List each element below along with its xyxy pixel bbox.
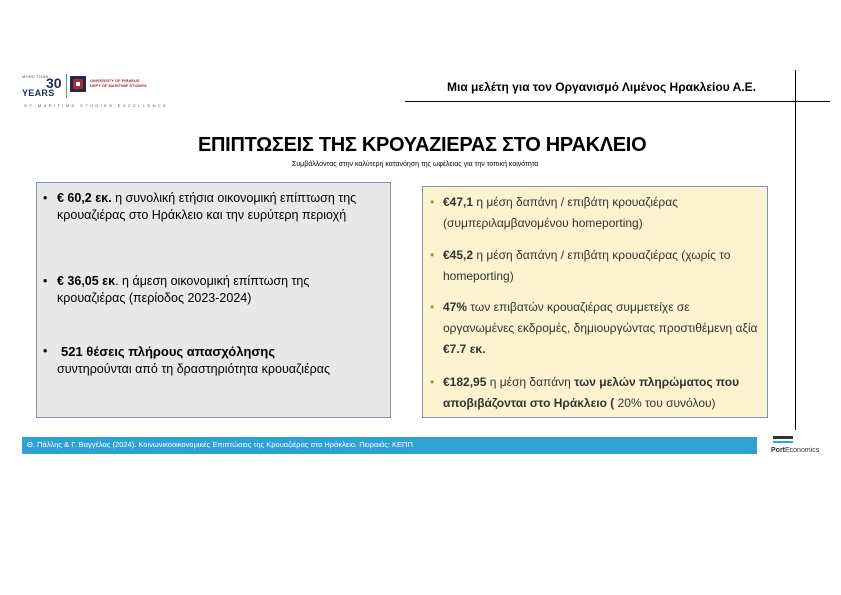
list-item	[430, 192, 761, 234]
study-title: Μια μελέτη για τον Οργανισμό Λιμένος Ηρακλείου Α.Ε.	[447, 80, 756, 94]
figure-value: €45,2	[443, 248, 474, 262]
figure-value: €47,1	[443, 195, 474, 209]
figure-value-2: €7.7 εκ.	[443, 342, 486, 356]
key-figures-box	[36, 182, 391, 418]
logo-more-than: MORE THAN	[22, 74, 49, 79]
page-subtitle: Συμβάλλοντας στην καλύτερη κατανόηση της ωφέλειας για την τοπική κοινότητα	[292, 161, 539, 168]
bullet: •	[430, 248, 435, 262]
university-emblem-icon	[69, 75, 87, 93]
figure-text: συντηρούνται από τη δραστηριότητα κρουαζιέρας	[57, 362, 330, 376]
figure-value: €182,95	[443, 375, 487, 389]
bullet: •	[43, 274, 48, 288]
bullet: •	[430, 300, 435, 314]
figure-text-2: 20% του συνόλου)	[614, 396, 716, 410]
figure-text: η μέση δαπάνη / επιβάτη κρουαζιέρας (χωρίς το homeporting)	[443, 248, 731, 283]
figure-text: η συνολική ετήσια οικονομική επίπτωση της κρουαζιέρας στο Ηράκλειο και την ευρύτερη περιοχή	[57, 191, 357, 222]
logo-university-line2: DEPT OF MARITIME STUDIES	[90, 83, 147, 88]
figure-text: η μέση δαπάνη / επιβάτη κρουαζιέρας (συμπεριλαμβανομένου homeporting)	[443, 195, 678, 230]
logo-years: YEARS	[22, 88, 55, 98]
bullet: •	[430, 195, 435, 209]
spending-box	[422, 186, 768, 418]
brand-bold: Port	[771, 447, 785, 454]
logo-divider	[66, 74, 67, 98]
figure-text: των επιβατών κρουαζιέρας συμμετείχε σε οργανωμένες εκδρομές, δημιουργώντας προστιθέμενη αξία	[443, 300, 758, 335]
list-item	[430, 297, 761, 360]
vertical-divider	[795, 70, 796, 430]
logo-number: 30	[46, 75, 62, 91]
list-item	[43, 273, 377, 307]
figure-value: € 60,2 εκ.	[57, 191, 112, 205]
logo-university	[90, 78, 147, 88]
bullet: •	[430, 375, 435, 389]
header-divider	[405, 101, 830, 102]
list-item	[430, 372, 761, 414]
figure-value: € 36,05 εκ	[57, 274, 116, 288]
figure-value: 47%	[443, 300, 468, 314]
page-title: ΕΠΙΠΤΩΣΕΙΣ ΤΗΣ ΚΡΟΥΑΖΙΕΡΑΣ ΣΤΟ ΗΡΑΚΛΕΙΟ	[198, 134, 647, 156]
logo-tagline: OF MARITIME STUDIES EXCELLENCE	[24, 103, 169, 108]
bullet: •	[43, 344, 48, 358]
figure-value: 521 θέσεις πλήρους απασχόλησης	[61, 344, 275, 359]
port-economics-logo-icon	[773, 436, 793, 446]
brand-rest: Economics	[785, 447, 820, 454]
port-economics-brand	[771, 447, 819, 454]
logo-university-line1: UNIVERSITY OF PIRAEUS	[90, 78, 140, 83]
bullet: •	[43, 191, 48, 205]
list-item	[43, 190, 372, 224]
figure-emphasis: των μελών πληρώματος που αποβιβάζονται στο Ηράκλειο (	[443, 375, 740, 410]
list-item	[43, 343, 387, 378]
list-item	[430, 245, 761, 287]
footer-citation: Θ. Πάλλης & Γ. Βαγγέλας (2024). Κοινωνικοοικονομικές Επιπτώσεις της Κρουαζιέρας στο Ηράκλειο. Πειραιάς: ΚΕΠΠ	[27, 440, 413, 449]
figure-text: . η άμεση οικονομική επίπτωση της κρουαζιέρας (περίοδος 2023-2024)	[57, 274, 310, 305]
figure-text: η μέση δαπάνη	[486, 375, 575, 389]
